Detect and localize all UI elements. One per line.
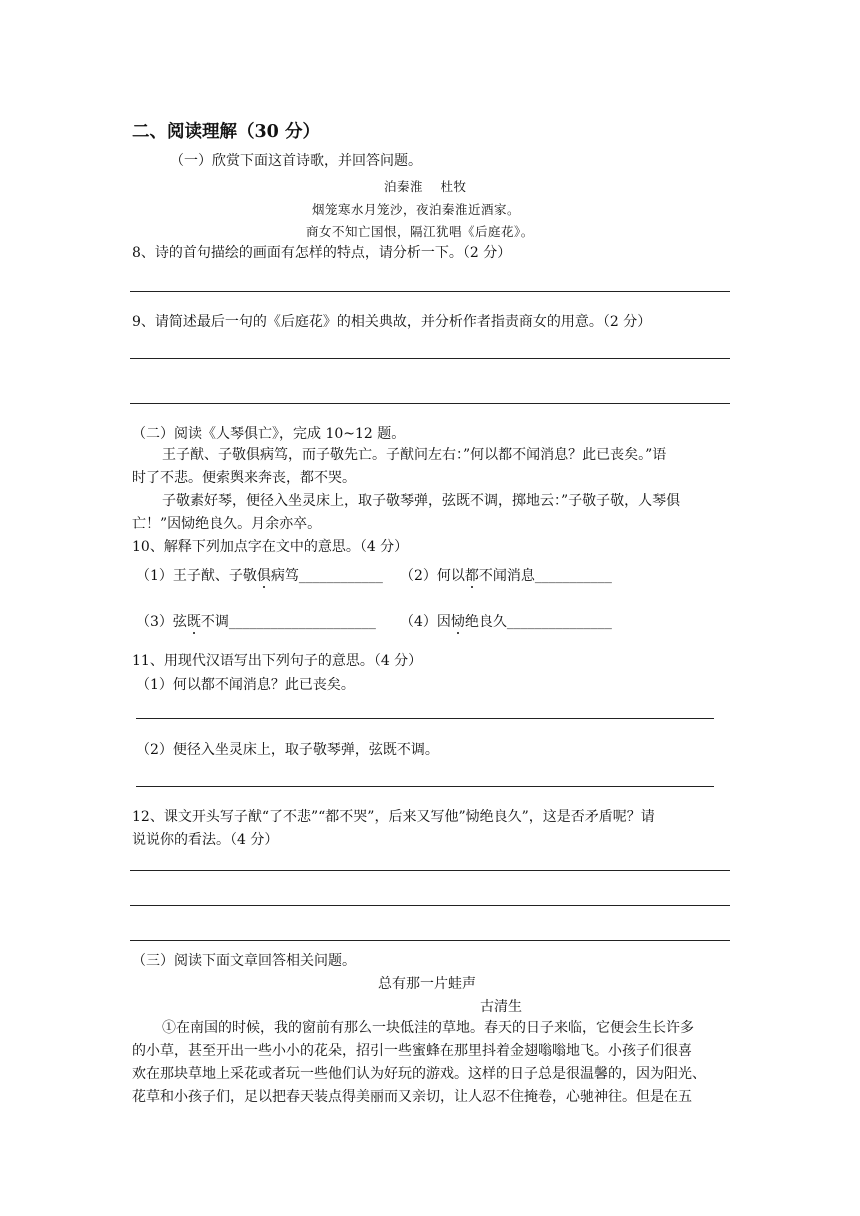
poem-line-1: 烟笼寒水月笼沙，夜泊秦淮近酒家。 <box>312 202 521 217</box>
q10-3-prefix: （3）弦 <box>136 614 187 630</box>
article-line-4: 花草和小孩子们，足以把春天装点得美丽而又亲切，让人忍不住掩卷，心驰神往。但是在五 <box>132 1089 692 1105</box>
q10-item-4 <box>400 613 612 631</box>
answer-line <box>130 403 730 404</box>
answer-line <box>130 940 730 941</box>
part3-intro: （三）阅读下面文章回答相关问题。 <box>132 953 356 969</box>
passage-p1b: 时了不悲。便索舆来奔丧，都不哭。 <box>132 470 356 486</box>
question-10: 10、解释下列加点字在文中的意思。（4 分） <box>132 539 409 555</box>
question-9: 9、请简述最后一句的《后庭花》的相关典故，并分析作者指责商女的用意。（2 分） <box>132 314 652 330</box>
part2-intro: （二）阅读《人琴俱亡》，完成 10~12 题。 <box>132 426 406 442</box>
passage-p2b: 亡！”因恸绝良久。月余亦卒。 <box>132 516 322 532</box>
article-line-3: 欢在那块草地上采花或者玩一些他们认为好玩的游戏。这样的日子总是很温馨的，因为阳光、 <box>132 1066 706 1082</box>
q10-2-dotted-char: 都 <box>464 568 479 584</box>
q10-item-2 <box>400 567 612 585</box>
passage-p1a: 王子猷、子敬俱病笃，而子敬先亡。子猷问左右：”何以都不闻消息？此已丧矣。”语 <box>162 447 667 463</box>
answer-line <box>130 358 730 359</box>
article-title: 总有那一片蛙声 <box>378 976 476 992</box>
passage-p2a: 子敬素好琴，便径入坐灵床上，取子敬琴弹，弦既不调，掷地云：”子敬子敬，人琴俱 <box>162 493 681 509</box>
q10-2-prefix: （2）何以 <box>400 568 465 584</box>
q10-item-3 <box>136 613 376 631</box>
answer-line <box>136 786 714 787</box>
q10-1-blank: 病笃____________ <box>270 568 383 584</box>
q10-4-dotted-char: 恸 <box>450 614 465 630</box>
answer-line <box>130 905 730 906</box>
answer-line <box>136 718 714 719</box>
q10-2-blank: 不闻消息___________ <box>478 568 612 584</box>
q10-1-prefix: （1）王子猷、子敬 <box>136 568 257 584</box>
answer-line <box>130 291 730 292</box>
question-12-line-2: 说说你的看法。（4 分） <box>132 832 279 848</box>
answer-line <box>130 870 730 871</box>
question-12-line-1: 12、课文开头写子猷“了不悲”“都不哭”，后来又写他”恸绝良久”，这是否矛盾呢？请 <box>132 809 655 825</box>
article-line-2: 的小草，甚至开出一些小小的花朵，招引一些蜜蜂在那里抖着金翅嗡嗡地飞。小孩子们很喜 <box>132 1043 692 1059</box>
question-8: 8、诗的首句描绘的画面有怎样的特点，请分析一下。（2 分） <box>132 245 512 261</box>
q11-item-1: （1）何以都不闻消息？此已丧矣。 <box>136 677 355 693</box>
q10-3-blank: 不调_____________________ <box>200 614 376 630</box>
article-line-1: ①在南国的时候，我的窗前有那么一块低洼的草地。春天的日子来临，它便会生长许多 <box>162 1020 694 1036</box>
q11-item-2: （2）便径入坐灵床上，取子敬琴弹，弦既不调。 <box>136 742 439 758</box>
q10-3-dotted-char: 既 <box>186 614 201 630</box>
article-author: 古清生 <box>480 999 522 1015</box>
q10-4-prefix: （4）因 <box>400 614 451 630</box>
poem-line-2: 商女不知亡国恨，隔江犹唱《后庭花》。 <box>306 224 534 239</box>
q10-item-1 <box>136 567 383 585</box>
question-11: 11、用现代汉语写出下列句子的意思。（4 分） <box>132 653 423 669</box>
section-title: 二、阅读理解（30 分） <box>132 122 320 142</box>
q10-4-blank: 绝良久_______________ <box>464 614 612 630</box>
q10-1-dotted-char: 俱 <box>256 568 271 584</box>
part1-intro: （一）欣赏下面这首诗歌，并回答问题。 <box>170 153 422 169</box>
poem-title: 泊秦淮 杜牧 <box>384 179 467 194</box>
